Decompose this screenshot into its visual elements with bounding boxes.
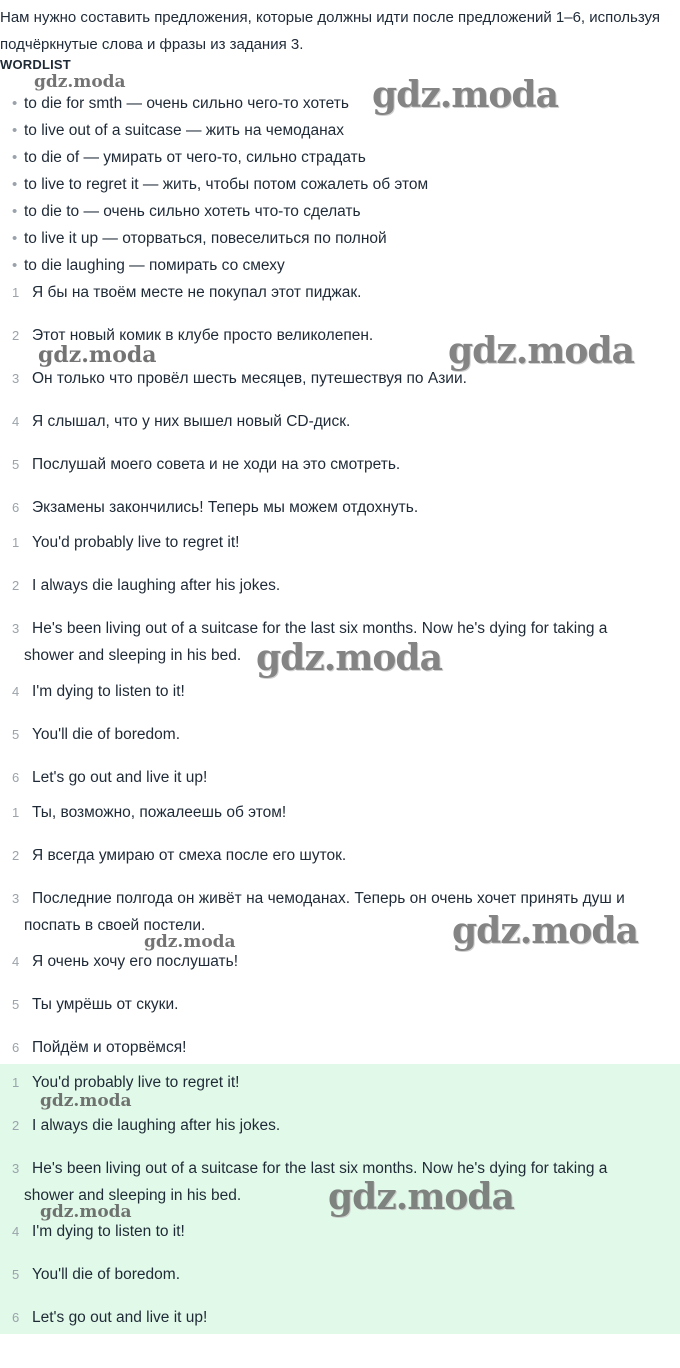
wordlist-title: WORDLIST — [0, 57, 71, 72]
watermark: gdz.moda — [40, 1091, 132, 1111]
watermark: gdz.moda — [328, 1176, 514, 1218]
bullet-icon: • — [12, 230, 18, 247]
watermark: gdz.moda — [256, 637, 442, 679]
watermark: gdz.moda — [40, 1202, 132, 1222]
watermark: gdz.moda — [34, 72, 126, 92]
watermark: gdz.moda — [38, 342, 157, 368]
intro-text: Нам нужно составить предложения, которые должны идти после предложений 1–6, используя подчёркнутые слова и фразы из задания 3. — [0, 9, 661, 53]
bullet-icon: • — [12, 122, 18, 139]
watermark: gdz.moda — [144, 932, 236, 952]
watermark: gdz.moda — [452, 910, 638, 952]
bullet-icon: • — [12, 149, 18, 166]
bullet-icon: • — [12, 176, 18, 193]
watermark: gdz.moda — [372, 74, 558, 116]
bullet-icon: • — [12, 95, 18, 112]
watermark: gdz.moda — [448, 330, 634, 372]
bullet-icon: • — [12, 203, 18, 220]
bullet-icon: • — [12, 257, 18, 274]
